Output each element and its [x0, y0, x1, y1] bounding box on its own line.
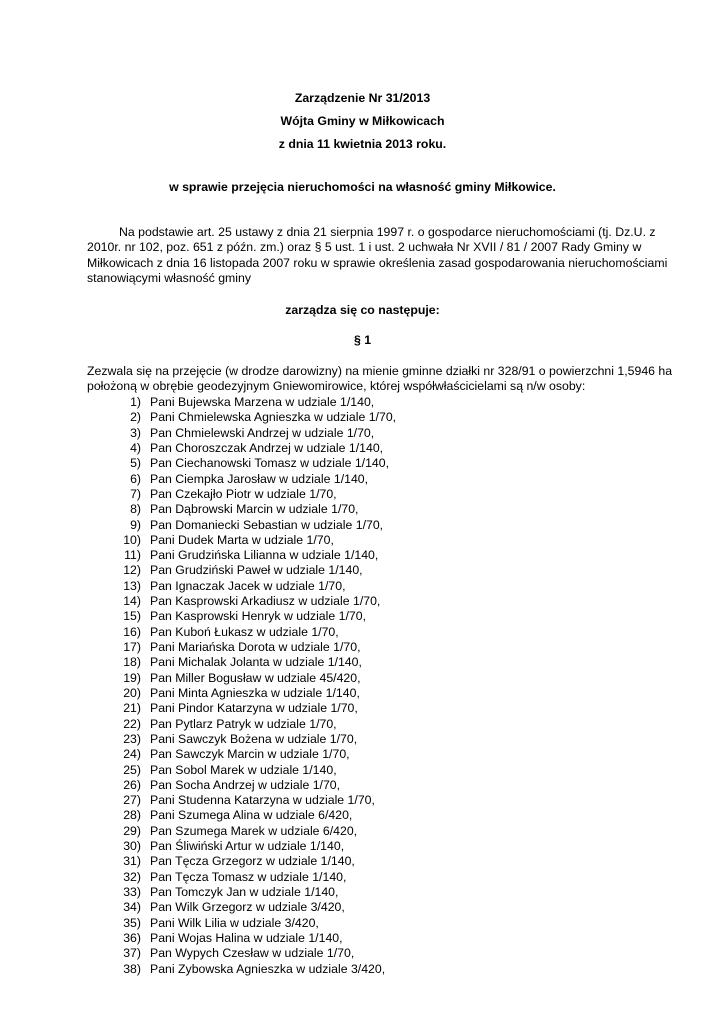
list-item-number: 31): [123, 854, 141, 869]
list-item: [0, 946, 725, 961]
list-item-number: 11): [124, 548, 141, 563]
list-item: [0, 640, 725, 655]
list-item-number: 24): [123, 747, 141, 762]
list-item-text: Pan Tęcza Tomasz w udziale 1/140,: [150, 869, 347, 884]
list-item-text: Pani Grudzińska Lilianna w udziale 1/140,: [150, 548, 379, 563]
list-item-number: 5): [130, 456, 141, 471]
list-item-number: 18): [123, 655, 141, 670]
list-item-number: 30): [123, 839, 141, 854]
list-item-text: Pani Dudek Marta w udziale 1/70,: [150, 532, 334, 547]
list-item-number: 35): [123, 915, 141, 930]
list-item: [0, 747, 725, 762]
preamble-line: 2010r. nr 102, poz. 651 z późn. zm.) oraz § 5 ust. 1 i ust. 2 uchwała Nr XVII / 81 / 2007 Rady Gminy w: [87, 240, 642, 255]
list-item: [0, 426, 725, 441]
list-item-number: 26): [123, 777, 141, 792]
list-item-text: Pan Socha Andrzej w udziale 1/70,: [150, 777, 341, 792]
list-item-text: Pan Grudziński Paweł w udziale 1/140,: [150, 563, 363, 578]
list-item-text: Pani Chmielewska Agnieszka w udziale 1/70,: [150, 410, 397, 425]
list-item-text: Pani Sawczyk Bożena w udziale 1/70,: [150, 731, 358, 746]
list-item: [0, 456, 725, 471]
document-date: z dnia 11 kwietnia 2013 roku.: [278, 137, 447, 151]
list-item-number: 29): [123, 823, 141, 838]
list-item-text: Pan Domaniecki Sebastian w udziale 1/70,: [150, 517, 384, 532]
list-item: [0, 839, 725, 854]
list-item: [0, 518, 725, 533]
list-item: [0, 885, 725, 900]
list-item-text: Pani Wojas Halina w udziale 1/140,: [150, 930, 343, 945]
list-item-text: Pan Dąbrowski Marcin w udziale 1/70,: [150, 502, 359, 517]
list-item-number: 33): [123, 885, 141, 899]
list-item: [0, 686, 725, 701]
list-item-text: Pan Ignaczak Jacek w udziale 1/70,: [150, 578, 346, 593]
list-item-text: Pani Wilk Lilia w udziale 3/420,: [150, 915, 319, 930]
list-item: [0, 824, 725, 839]
list-item-text: Pan Tomczyk Jan w udziale 1/140,: [150, 885, 339, 899]
list-item: [0, 548, 725, 563]
list-item-number: 14): [123, 594, 141, 609]
list-item: [0, 962, 725, 977]
list-item-number: 27): [123, 793, 141, 808]
list-item-number: 21): [123, 701, 141, 716]
list-item: [0, 609, 725, 624]
list-item-number: 12): [123, 563, 141, 578]
list-item-text: Pani Szumega Alina w udziale 6/420,: [150, 808, 353, 823]
list-item-number: 34): [123, 900, 141, 915]
section-line: położoną w obrębie geodezyjnym Gniewomirowice, której współwłaścicielami są n/w osoby:: [87, 379, 586, 394]
list-item-number: 38): [123, 961, 141, 976]
list-item-number: 28): [123, 808, 141, 823]
list-item: [0, 395, 725, 410]
preamble-paragraph: [87, 225, 668, 286]
list-item-number: 6): [130, 471, 141, 486]
list-item: [0, 671, 725, 686]
list-item: [0, 900, 725, 915]
list-item-number: 3): [130, 425, 141, 440]
section-line: Zezwala się na przejęcie (w drodze darowizny) na mienie gminne działki nr 328/91 o powierzchni 1,5946 ha: [87, 364, 673, 378]
list-item-number: 20): [123, 685, 141, 700]
list-item-text: Pan Czekajło Piotr w udziale 1/70,: [150, 486, 337, 501]
list-item-text: Pan Choroszczak Andrzej w udziale 1/140,: [150, 440, 384, 455]
list-item-number: 9): [130, 517, 141, 532]
list-item: [0, 763, 725, 778]
preamble-line: Miłkowicach z dnia 16 listopada 2007 roku w sprawie określenia zasad gospodarowania nieruchomościami: [87, 255, 668, 270]
list-item-text: Pan Kasprowski Henryk w udziale 1/70,: [150, 609, 366, 624]
list-item-text: Pani Studenna Katarzyna w udziale 1/70,: [150, 793, 375, 808]
list-item-number: 25): [123, 762, 141, 777]
list-item-number: 1): [130, 395, 141, 409]
section-heading: § 1: [353, 333, 372, 347]
section-paragraph: [87, 364, 673, 395]
list-item-text: Pani Zybowska Agnieszka w udziale 3/420,: [150, 961, 386, 976]
list-item: [0, 410, 725, 425]
list-item: [0, 487, 725, 502]
document-subject: w sprawie przejęcia nieruchomości na własność gminy Miłkowice.: [169, 180, 556, 194]
list-item-text: Pani Pindor Katarzyna w udziale 1/70,: [150, 701, 358, 716]
list-item-number: 2): [130, 410, 141, 425]
decision-heading: zarządza się co następuje:: [285, 303, 440, 317]
list-item-text: Pani Mariańska Dorota w udziale 1/70,: [150, 640, 361, 654]
list-item-number: 17): [123, 640, 141, 654]
list-item-number: 7): [130, 486, 141, 501]
list-item-number: 16): [123, 624, 141, 639]
list-item-number: 22): [123, 716, 141, 731]
list-item-text: Pan Sobol Marek w udziale 1/140,: [150, 762, 337, 777]
list-item-number: 23): [123, 731, 141, 746]
list-item: [0, 502, 725, 517]
list-item-text: Pan Ciempka Jarosław w udziale 1/140,: [150, 471, 369, 486]
list-item-text: Pan Sawczyk Marcin w udziale 1/70,: [150, 747, 350, 762]
list-item: [0, 793, 725, 808]
list-item: [0, 854, 725, 869]
list-item-number: 4): [130, 440, 141, 455]
list-item-text: Pan Chmielewski Andrzej w udziale 1/70,: [150, 425, 375, 440]
list-item: [0, 870, 725, 885]
list-item: [0, 472, 725, 487]
list-item: [0, 931, 725, 946]
list-item: [0, 563, 725, 578]
list-item: [0, 533, 725, 548]
list-item: [0, 701, 725, 716]
list-item-text: Pan Tęcza Grzegorz w udziale 1/140,: [150, 854, 355, 869]
list-item-text: Pan Kasprowski Arkadiusz w udziale 1/70,: [150, 594, 381, 609]
list-item: [0, 594, 725, 609]
list-item-text: Pan Wypych Czesław w udziale 1/70,: [150, 946, 355, 961]
list-item-number: 32): [123, 869, 141, 884]
list-item: [0, 625, 725, 640]
list-item: [0, 778, 725, 793]
list-item: [0, 579, 725, 594]
list-item-text: Pan Śliwiński Artur w udziale 1/140,: [150, 839, 345, 854]
list-item: [0, 916, 725, 931]
list-item-text: Pan Ciechanowski Tomasz w udziale 1/140,: [150, 456, 390, 471]
list-item-text: Pani Bujewska Marzena w udziale 1/140,: [150, 395, 375, 409]
list-item-text: Pan Pytlarz Patryk w udziale 1/70,: [150, 716, 337, 731]
list-item: [0, 808, 725, 823]
list-item-number: 37): [123, 946, 141, 961]
list-item-number: 19): [123, 670, 141, 685]
preamble-line: Na podstawie art. 25 ustawy z dnia 21 sierpnia 1997 r. o gospodarce nieruchomościami (tj. Dz.U. z: [119, 225, 656, 239]
list-item: [0, 655, 725, 670]
list-item-number: 10): [123, 532, 141, 547]
list-item-text: Pani Minta Agnieszka w udziale 1/140,: [150, 685, 360, 700]
list-item: [0, 441, 725, 456]
list-item-number: 13): [123, 578, 141, 593]
document-title: Zarządzenie Nr 31/2013: [294, 91, 431, 105]
list-item-number: 8): [130, 502, 141, 517]
list-item: [0, 732, 725, 747]
list-item-text: Pani Michalak Jolanta w udziale 1/140,: [150, 655, 362, 670]
list-item: [0, 717, 725, 732]
preamble-line: stanowiącymi własność gminy: [87, 270, 252, 285]
owners-list: [0, 395, 725, 977]
list-item-text: Pan Kuboń Łukasz w udziale 1/70,: [150, 624, 339, 639]
list-item-number: 36): [123, 930, 141, 945]
list-item-text: Pan Szumega Marek w udziale 6/420,: [150, 823, 358, 838]
document-issuer: Wójta Gminy w Miłkowicach: [280, 114, 445, 128]
list-item-number: 15): [123, 609, 141, 624]
list-item-text: Pan Wilk Grzegorz w udziale 3/420,: [150, 900, 345, 915]
list-item-text: Pan Miller Bogusław w udziale 45/420,: [150, 670, 361, 685]
